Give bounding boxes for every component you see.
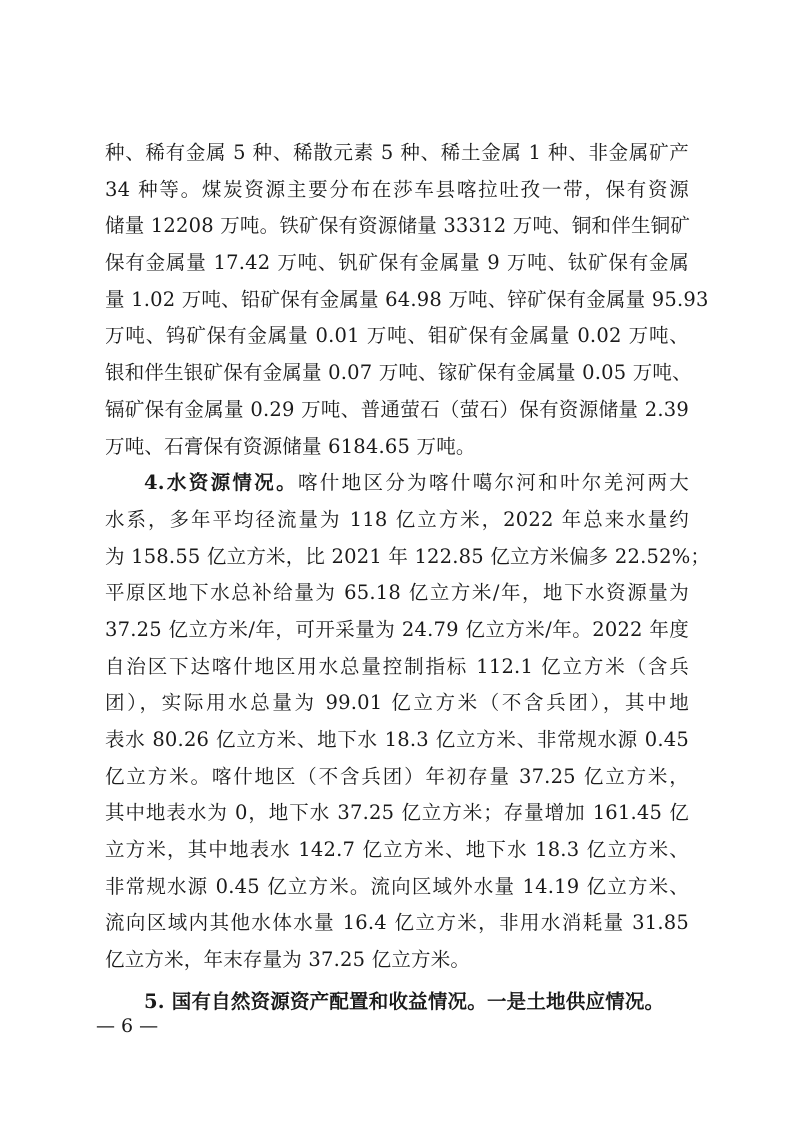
- text-line: 亿立方米。喀什地区（不含兵团）年初存量 37.25 亿立方米，: [105, 764, 689, 788]
- text-line: 平原区地下水总补给量为 65.18 亿立方米/年，地下水资源量为: [105, 581, 689, 605]
- water-resources-first-line: 喀什地区分为喀什噶尔河和叶尔羌河两大: [297, 471, 689, 495]
- body-text: [105, 135, 711, 1021]
- text-line: 表水 80.26 亿立方米、地下水 18.3 亿立方米、非常规水源 0.45: [105, 728, 689, 751]
- text-line: 储量 12208 万吨。铁矿保有资源储量 33312 万吨、铜和伴生铜矿: [105, 214, 691, 238]
- text-line: 为 158.55 亿立方米，比 2021 年 122.85 亿立方米偏多 22.52%；: [105, 544, 711, 568]
- water-resources-paragraph: [105, 465, 711, 979]
- text-line: 亿立方米，年末存量为 37.25 亿立方米。: [105, 948, 471, 972]
- text-line: 自治区下达喀什地区用水总量控制指标 112.1 亿立方米（含兵: [105, 654, 689, 678]
- text-line: 保有金属量 17.42 万吨、钒矿保有金属量 9 万吨、钛矿保有金属: [105, 251, 689, 275]
- text-line: 镉矿保有金属量 0.29 万吨、普通萤石（萤石）保有资源储量 2.39: [105, 397, 689, 421]
- text-line: 团），实际用水总量为 99.01 亿立方米（不含兵团），其中地: [105, 691, 689, 715]
- water-resources-heading: 4.水资源情况。: [144, 471, 298, 495]
- text-line: 其中地表水为 0，地下水 37.25 亿立方米；存量增加 161.45 亿: [105, 801, 689, 825]
- state-assets-heading: 5. 国有自然资源资产配置和收益情况。一是土地供应情况。: [144, 989, 665, 1013]
- text-line: 量 1.02 万吨、铅矿保有金属量 64.98 万吨、锌矿保有金属量 95.93: [105, 287, 709, 311]
- state-assets-paragraph: [105, 984, 689, 1021]
- page-number: — 6 —: [96, 1015, 159, 1037]
- text-line: 银和伴生银矿保有金属量 0.07 万吨、镓矿保有金属量 0.05 万吨、: [105, 361, 692, 385]
- text-line: 非常规水源 0.45 亿立方米。流向区域外水量 14.19 亿立方米、: [105, 874, 689, 898]
- text-line: 万吨、石膏保有资源储量 6184.65 万吨。: [105, 434, 476, 458]
- text-line: 万吨、钨矿保有金属量 0.01 万吨、钼矿保有金属量 0.02 万吨、: [105, 324, 689, 348]
- text-line: 34 种等。煤炭资源主要分布在莎车县喀拉吐孜一带，保有资源: [105, 177, 689, 201]
- mineral-resources-paragraph-continuation: [105, 135, 709, 465]
- text-line: 立方米，其中地表水 142.7 亿立方米、地下水 18.3 亿立方米、: [105, 838, 689, 862]
- text-line: 种、稀有金属 5 种、稀散元素 5 种、稀土金属 1 种、非金属矿产: [105, 141, 689, 164]
- text-line: [105, 465, 689, 502]
- text-line: 流向区域内其他水体水量 16.4 亿立方米，非用水消耗量 31.85: [105, 911, 689, 935]
- text-line: 37.25 亿立方米/年，可开采量为 24.79 亿立方米/年。2022 年度: [105, 617, 689, 641]
- text-line: 水系，多年平均径流量为 118 亿立方米，2022 年总来水量约: [105, 507, 689, 531]
